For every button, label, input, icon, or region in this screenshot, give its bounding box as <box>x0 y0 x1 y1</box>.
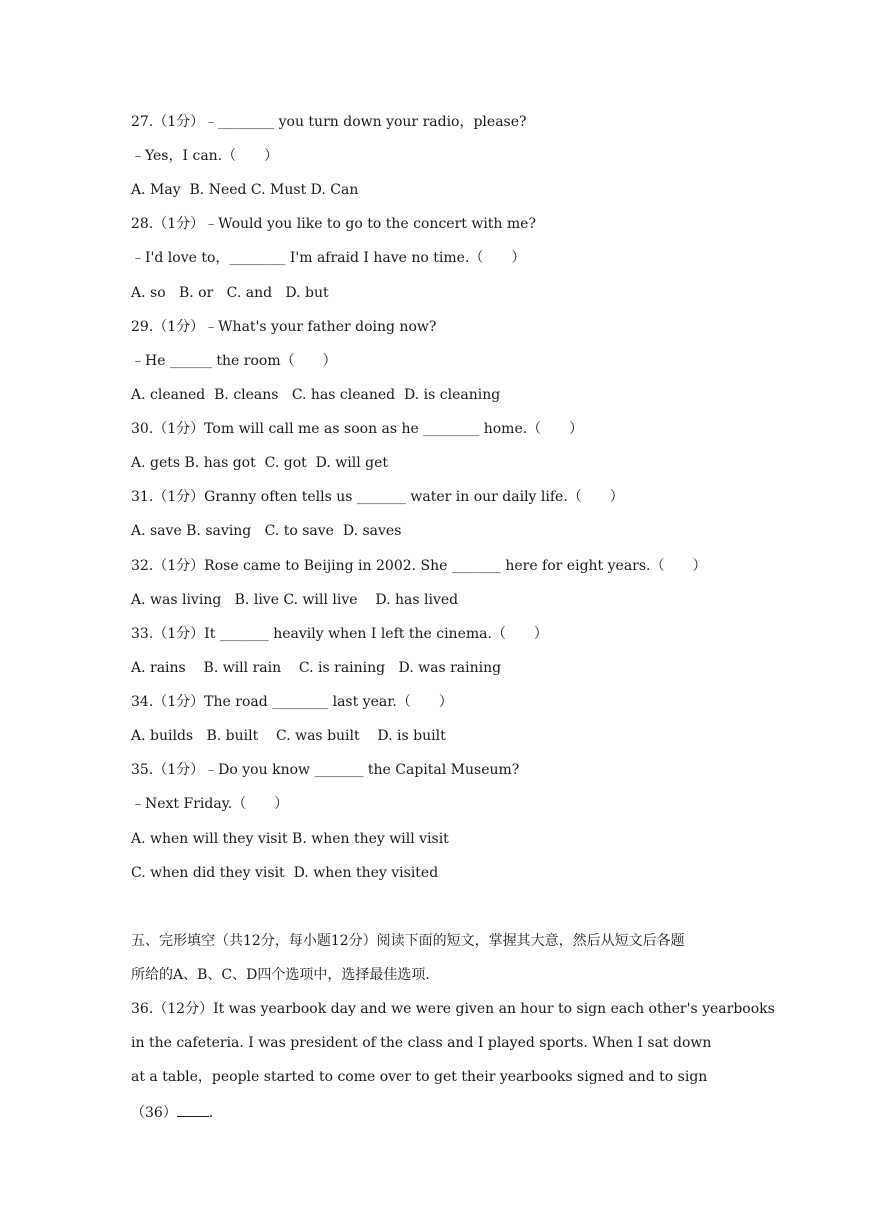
question-36-line-3: at a table，people started to come over to get their yearbooks signed and to sign <box>131 1069 708 1085</box>
question-29-options: A. cleaned B. cleans C. has cleaned D. is cleaning <box>131 387 501 403</box>
question-33-options: A. rains B. will rain C. is raining D. was raining <box>131 660 502 676</box>
question-34-stem: 34.（1分）The road ________ last year.（ ） <box>131 694 453 710</box>
question-27-options: A. May B. Need C. Must D. Can <box>131 182 359 198</box>
question-32-stem: 32.（1分）Rose came to Beijing in 2002. She _______ here for eight years.（ ） <box>131 558 707 574</box>
section-5-heading-line-2: 所给的A、B、C、D四个选项中，选择最佳选项. <box>131 967 430 983</box>
sentence-end: . <box>208 1105 214 1121</box>
question-36-line-4 <box>131 1102 213 1123</box>
question-27-reply: ﹣Yes，I can.（ ） <box>131 148 279 164</box>
question-34-options: A. builds B. built C. was built D. is built <box>131 728 446 744</box>
question-28-reply: ﹣I'd love to，________ I'm afraid I have no time.（ ） <box>131 250 526 266</box>
question-31-options: A. save B. saving C. to save D. saves <box>131 523 402 539</box>
question-36-line-2: in the cafeteria. I was president of the class and I played sports. When I sat down <box>131 1035 712 1051</box>
question-35-reply: ﹣Next Friday.（ ） <box>131 796 289 812</box>
question-28-stem: 28.（1分）﹣Would you like to go to the concert with me? <box>131 216 536 232</box>
question-31-stem: 31.（1分）Granny often tells us _______ water in our daily life.（ ） <box>131 489 624 505</box>
answer-blank-36 <box>177 1102 209 1117</box>
question-30-options: A. gets B. has got C. got D. will get <box>131 455 389 471</box>
question-33-stem: 33.（1分）It _______ heavily when I left the cinema.（ ） <box>131 626 548 642</box>
blank-number-36: （36） <box>131 1105 177 1121</box>
question-36-line-1: 36.（12分）It was yearbook day and we were given an hour to sign each other's yearbooks <box>131 1001 775 1017</box>
question-32-options: A. was living B. live C. will live D. has lived <box>131 592 459 608</box>
section-5-heading-line-1: 五、完形填空（共12分，每小题12分）阅读下面的短文，掌握其大意，然后从短文后各题 <box>131 933 685 949</box>
question-29-reply: ﹣He ______ the room（ ） <box>131 353 337 369</box>
question-35-options: A. when will they visit B. when they will visit <box>131 831 449 847</box>
question-27-stem: 27.（1分）﹣________ you turn down your radio，please? <box>131 114 527 130</box>
question-35-options-2: C. when did they visit D. when they visited <box>131 865 439 881</box>
question-29-stem: 29.（1分）﹣What's your father doing now? <box>131 319 437 335</box>
question-28-options: A. so B. or C. and D. but <box>131 285 329 301</box>
question-35-stem: 35.（1分）﹣Do you know _______ the Capital Museum? <box>131 762 520 778</box>
question-30-stem: 30.（1分）Tom will call me as soon as he ________ home.（ ） <box>131 421 584 437</box>
